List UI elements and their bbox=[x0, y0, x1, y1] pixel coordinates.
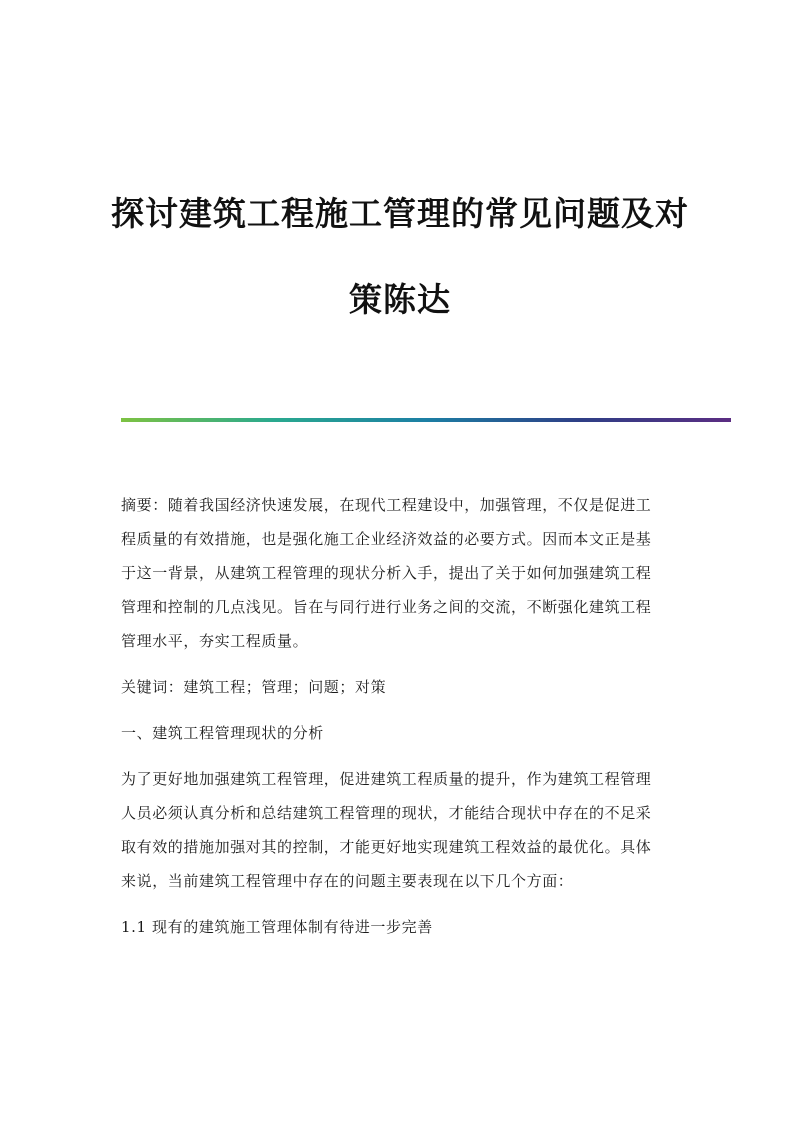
subsection-1-1-heading: 1.1 现有的建筑施工管理体制有待进一步完善 bbox=[121, 918, 433, 936]
abstract-paragraph bbox=[121, 488, 669, 658]
title-divider bbox=[121, 418, 731, 422]
abstract-line: 程质量的有效措施，也是强化施工企业经济效益的必要方式。因而本文正是基 bbox=[121, 530, 652, 548]
section-1-paragraph bbox=[121, 762, 669, 898]
section-1-line: 来说，当前建筑工程管理中存在的问题主要表现在以下几个方面： bbox=[121, 872, 574, 890]
document-body bbox=[121, 488, 669, 956]
abstract-line: 于这一背景，从建筑工程管理的现状分析入手，提出了关于如何加强建筑工程 bbox=[121, 564, 652, 582]
section-1-line: 为了更好地加强建筑工程管理，促进建筑工程质量的提升，作为建筑工程管理 bbox=[121, 770, 652, 788]
abstract-line: 管理和控制的几点浅见。旨在与同行进行业务之间的交流，不断强化建筑工程 bbox=[121, 598, 652, 616]
document-title-line-2: 策陈达 bbox=[349, 280, 451, 319]
abstract-line: 管理水平，夯实工程质量。 bbox=[121, 632, 309, 650]
abstract-line: 摘要：随着我国经济快速发展，在现代工程建设中，加强管理，不仅是促进工 bbox=[121, 496, 652, 514]
section-1-line: 人员必须认真分析和总结建筑工程管理的现状，才能结合现状中存在的不足采 bbox=[121, 804, 652, 822]
keywords-line: 关键词：建筑工程；管理；问题；对策 bbox=[121, 678, 387, 696]
document-title-line-1: 探讨建筑工程施工管理的常见问题及对 bbox=[111, 194, 689, 233]
section-1-line: 取有效的措施加强对其的控制，才能更好地实现建筑工程效益的最优化。具体 bbox=[121, 838, 652, 856]
section-1-heading: 一、建筑工程管理现状的分析 bbox=[121, 724, 324, 742]
